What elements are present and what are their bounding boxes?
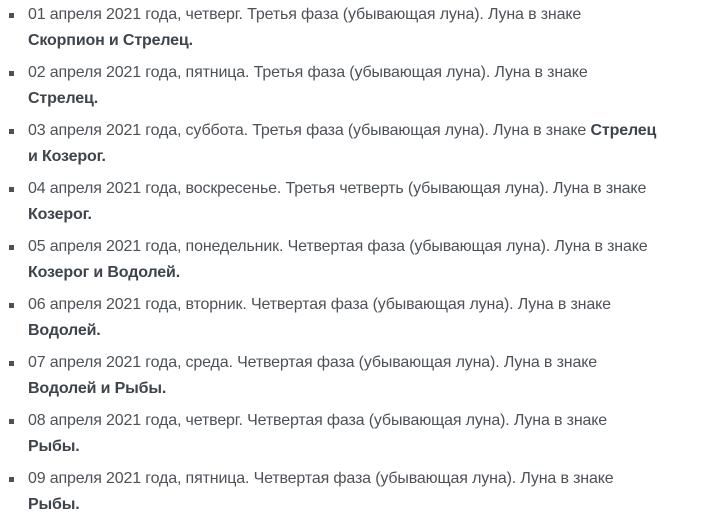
lunar-day-item — [0, 60, 682, 111]
entry-line1 — [28, 466, 682, 492]
lunar-day-item — [0, 408, 682, 459]
entry-line1 — [28, 2, 682, 28]
entry-sign: Козерог. — [28, 205, 92, 223]
lunar-day-item — [0, 292, 682, 343]
entry-line1 — [28, 118, 682, 144]
lunar-day-item — [0, 2, 682, 53]
entry-sign: Водолей и Рыбы. — [28, 379, 167, 397]
entry-sign: Водолей. — [28, 321, 101, 339]
entry-sign: и Козерог. — [28, 147, 106, 165]
entry-sign: Скорпион и Стрелец. — [28, 31, 193, 49]
lunar-day-item — [0, 176, 682, 227]
entry-line1 — [28, 234, 682, 260]
entry-sign: Козерог и Водолей. — [28, 263, 180, 281]
entry-sign: Рыбы. — [28, 495, 80, 513]
lunar-day-item — [0, 234, 682, 285]
entry-sign: Рыбы. — [28, 437, 80, 455]
entry-text: 07 апреля 2021 года, среда. Четвертая фаза (убывающая луна). Луна в знаке — [28, 354, 597, 371]
lunar-calendar-list — [0, 2, 682, 517]
entry-line1 — [28, 60, 682, 86]
entry-text: 03 апреля 2021 года, суббота. Третья фаза (убывающая луна). Луна в знаке — [28, 122, 587, 139]
entry-text: 09 апреля 2021 года, пятница. Четвертая фаза (убывающая луна). Луна в знаке — [28, 470, 614, 487]
entry-text: 06 апреля 2021 года, вторник. Четвертая фаза (убывающая луна). Луна в знаке — [28, 296, 611, 313]
entry-sign: Стрелец. — [28, 89, 98, 107]
entry-text: 08 апреля 2021 года, четверг. Четвертая фаза (убывающая луна). Луна в знаке — [28, 412, 608, 429]
entry-text: 02 апреля 2021 года, пятница. Третья фаза (убывающая луна). Луна в знаке — [28, 64, 588, 81]
lunar-day-item — [0, 350, 682, 401]
entry-text: 01 апреля 2021 года, четверг. Третья фаза (убывающая луна). Луна в знаке — [28, 6, 582, 23]
entry-text: 04 апреля 2021 года, воскресенье. Третья четверть (убывающая луна). Луна в знаке — [28, 180, 647, 197]
entry-sign-inline: Стрелец — [590, 122, 657, 139]
entry-line1 — [28, 292, 682, 318]
entry-text: 05 апреля 2021 года, понедельник. Четвертая фаза (убывающая луна). Луна в знаке — [28, 238, 648, 255]
entry-line1 — [28, 408, 682, 434]
lunar-day-item — [0, 466, 682, 517]
lunar-day-item — [0, 118, 682, 169]
entry-line1 — [28, 350, 682, 376]
entry-line1 — [28, 176, 682, 202]
